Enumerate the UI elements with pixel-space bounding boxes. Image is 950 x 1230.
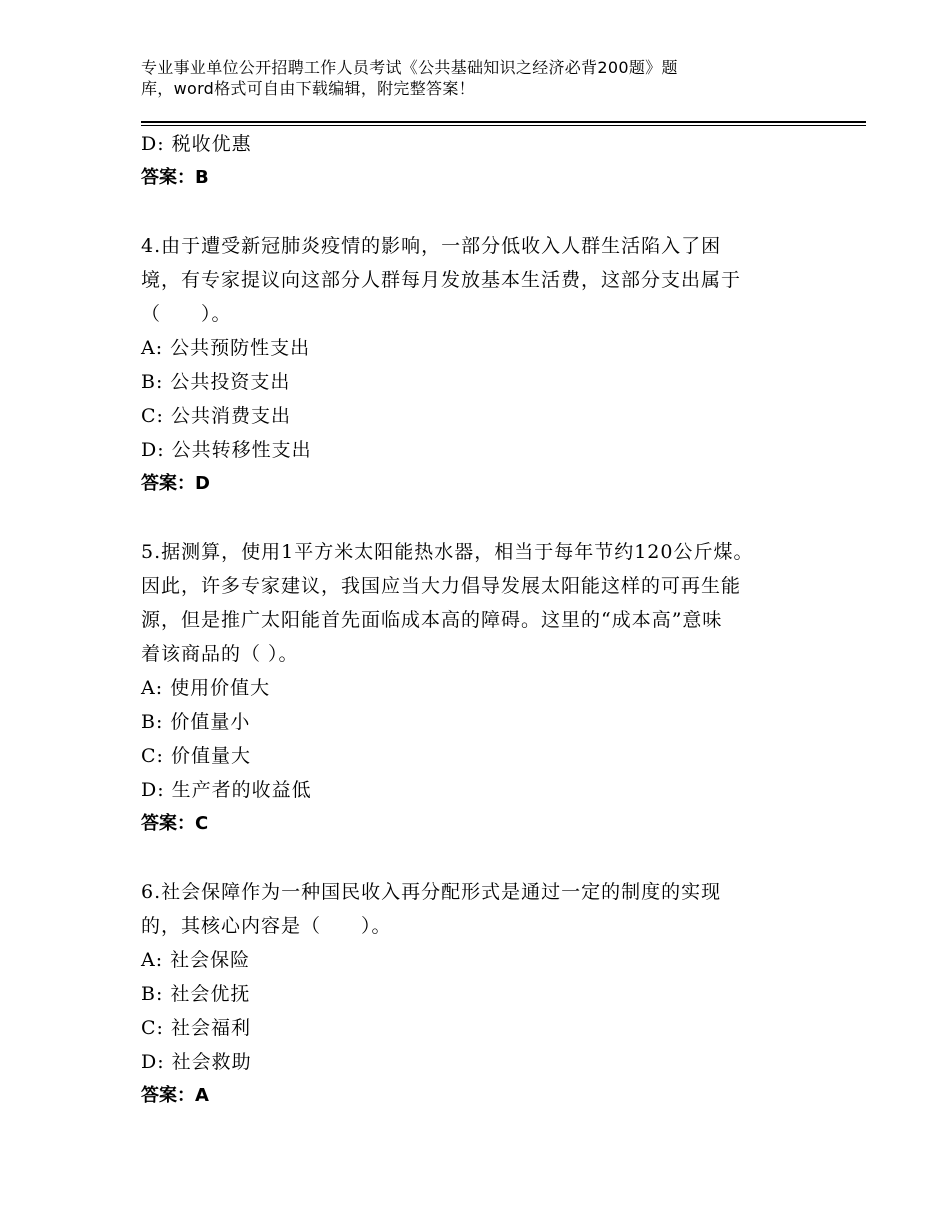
question-4-stem <box>141 229 821 331</box>
header-line-2: 库，word格式可自由下载编辑，附完整答案！ <box>141 79 475 98</box>
question-stem-line: 4.由于遭受新冠肺炎疫情的影响，一部分低收入人群生活陷入了困 <box>141 235 722 257</box>
option-d: D: 社会救助 <box>141 1051 252 1073</box>
option-c: C: 公共消费支出 <box>141 405 291 427</box>
question-stem-line: 6.社会保障作为一种国民收入再分配形式是通过一定的制度的实现 <box>141 881 722 903</box>
option-a: A: 公共预防性支出 <box>141 337 311 359</box>
question-5 <box>141 535 821 841</box>
question-4-answer: 答案：D <box>141 473 210 494</box>
question-stem-line: （ ）。 <box>141 303 232 325</box>
option-b: B: 社会优抚 <box>141 983 251 1005</box>
question-6-answer: 答案：A <box>141 1085 209 1106</box>
document-header <box>141 57 781 99</box>
question-4 <box>141 229 821 501</box>
option-b: B: 公共投资支出 <box>141 371 291 393</box>
header-rule-thick <box>141 121 866 123</box>
q3-option-d: D: 税收优惠 <box>141 133 252 155</box>
question-stem-line: 着该商品的（ ）。 <box>141 643 299 665</box>
option-d: D: 公共转移性支出 <box>141 439 312 461</box>
option-a: A: 使用价值大 <box>141 677 271 699</box>
option-b: B: 价值量小 <box>141 711 251 733</box>
spacer <box>141 501 821 535</box>
header-rule-thin <box>141 125 866 126</box>
document-body <box>141 127 821 1113</box>
question-5-answer: 答案：C <box>141 813 209 834</box>
option-c: C: 价值量大 <box>141 745 251 767</box>
option-c: C: 社会福利 <box>141 1017 251 1039</box>
spacer <box>141 841 821 875</box>
option-d: D: 生产者的收益低 <box>141 779 312 801</box>
q3-answer: 答案：B <box>141 167 209 188</box>
option-a: A: 社会保险 <box>141 949 251 971</box>
question-stem-line: 源，但是推广太阳能首先面临成本高的障碍。这里的“成本高”意味 <box>141 609 723 631</box>
header-line-1: 专业事业单位公开招聘工作人员考试《公共基础知识之经济必背200题》题 <box>141 58 678 77</box>
question-stem-line: 的，其核心内容是（ ）。 <box>141 915 392 937</box>
spacer <box>141 195 821 229</box>
question-6-stem <box>141 875 821 943</box>
question-5-stem <box>141 535 821 671</box>
question-stem-line: 境，有专家提议向这部分人群每月发放基本生活费，这部分支出属于 <box>141 269 742 291</box>
question-stem-line: 5.据测算，使用1平方米太阳能热水器，相当于每年节约120公斤煤。 <box>141 541 754 563</box>
question-stem-line: 因此，许多专家建议，我国应当大力倡导发展太阳能这样的可再生能 <box>141 575 742 597</box>
question-6 <box>141 875 821 1113</box>
